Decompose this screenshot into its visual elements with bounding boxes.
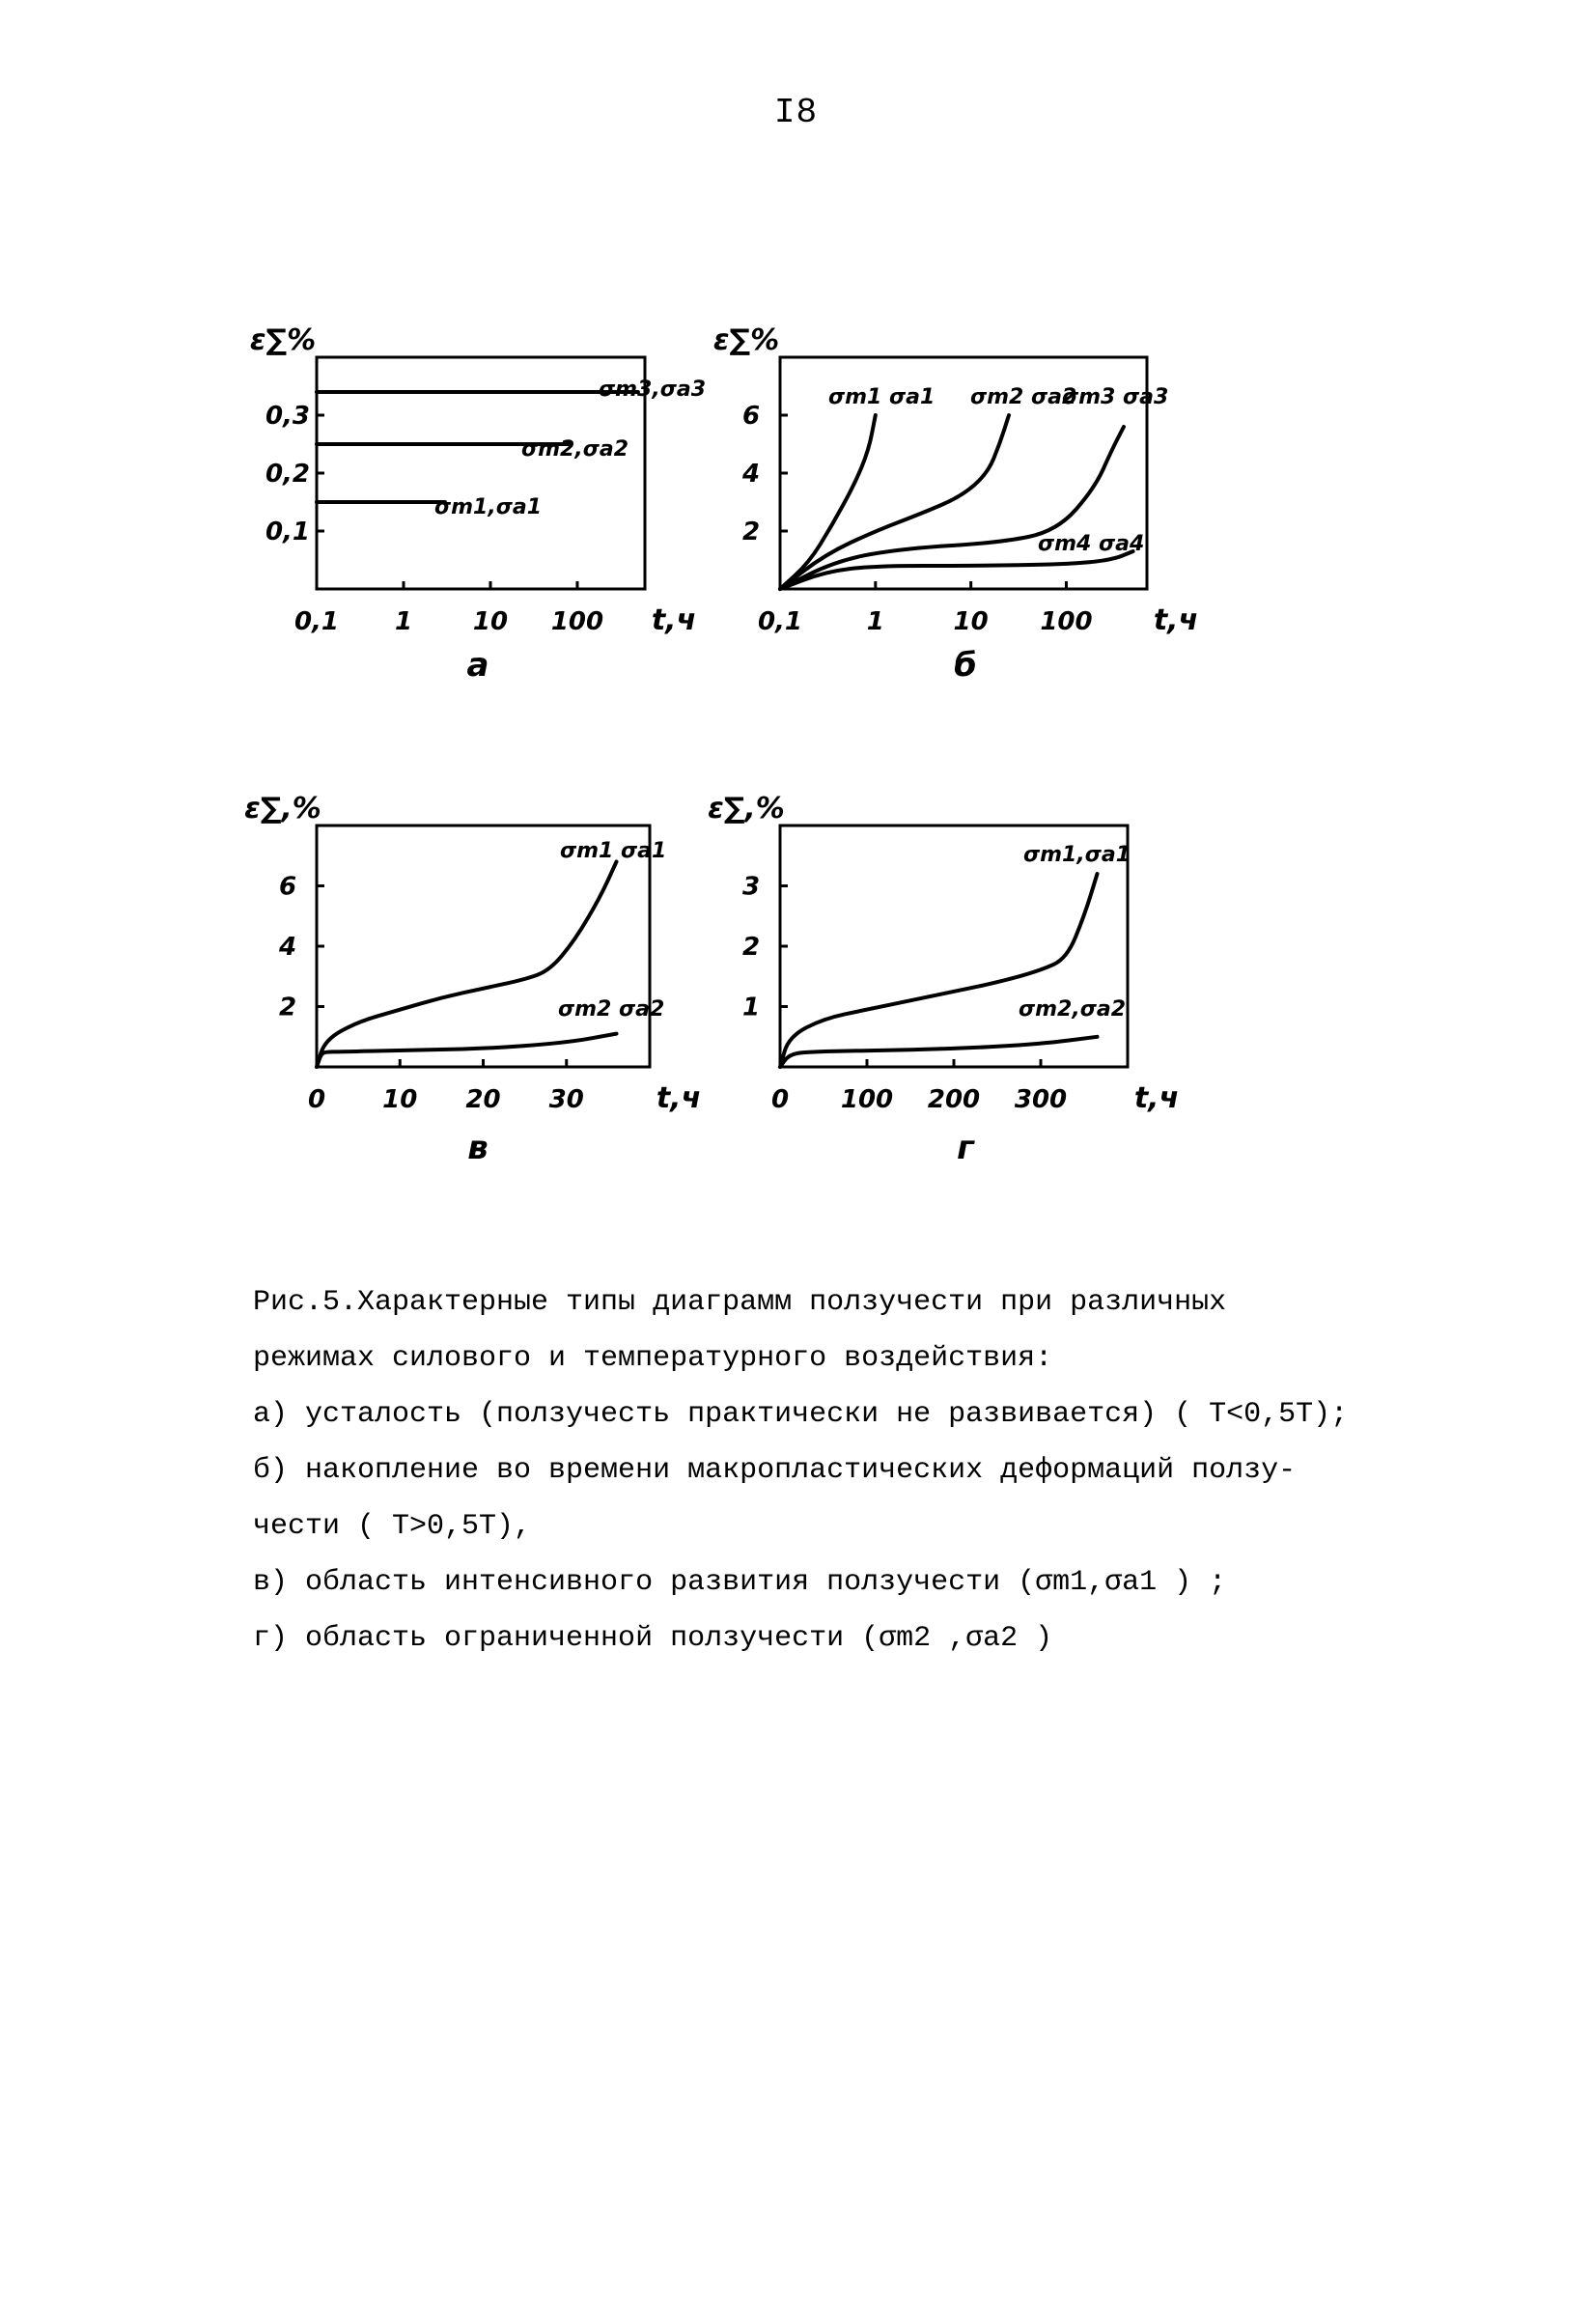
panel-label: в bbox=[467, 1129, 489, 1167]
caption-line: г) область ограниченной ползучести (σm2 ,σa2 ) bbox=[253, 1622, 1053, 1655]
caption-line: чести ( T>0,5T), bbox=[253, 1510, 532, 1543]
y-axis-label: ε∑,% bbox=[244, 792, 321, 826]
x-tick-label: 200 bbox=[927, 1085, 981, 1114]
series-line bbox=[780, 415, 1009, 589]
y-tick-label: 3 bbox=[741, 872, 761, 902]
series-line bbox=[780, 551, 1133, 589]
x-tick-label: 20 bbox=[465, 1085, 501, 1114]
caption-line: б) накопление во времени макропластических деформаций ползу- bbox=[253, 1454, 1297, 1487]
curve-label: σm2,σa2 bbox=[1019, 997, 1127, 1022]
curve-label: σm1,σa1 bbox=[1023, 843, 1131, 867]
x-tick-label: 30 bbox=[548, 1085, 584, 1114]
x-tick-label: 100 bbox=[1040, 607, 1093, 636]
y-axis-label: ε∑,% bbox=[708, 792, 785, 826]
caption-line: Рис.5.Характерные типы диаграмм ползучести при различных bbox=[253, 1286, 1227, 1319]
caption-line: а) усталость (ползучесть практически не развивается) ( T<0,5T); bbox=[253, 1398, 1349, 1431]
x-tick-label: 100 bbox=[840, 1085, 894, 1114]
caption-line: в) область интенсивного развития ползучести (σm1,σa1 ) ; bbox=[253, 1566, 1227, 1599]
y-tick-label: 0,3 bbox=[265, 402, 311, 431]
y-tick-label: 2 bbox=[278, 993, 297, 1022]
panel-g bbox=[708, 792, 1179, 1167]
x-axis-label: t,ч bbox=[656, 1081, 702, 1115]
y-tick-label: 0,1 bbox=[265, 518, 311, 546]
x-tick-label: 1 bbox=[394, 607, 413, 636]
x-tick-label: 0,1 bbox=[293, 607, 340, 636]
y-tick-label: 6 bbox=[741, 402, 761, 431]
x-tick-label: 100 bbox=[550, 607, 604, 636]
curve-label: σm2 σa2 bbox=[970, 385, 1077, 409]
panel-label: г bbox=[957, 1129, 974, 1167]
panel-label: б bbox=[954, 646, 977, 685]
y-tick-label: 0,2 bbox=[265, 460, 311, 489]
panel-b bbox=[713, 323, 1198, 685]
x-tick-label: 0,1 bbox=[757, 607, 803, 636]
panel-v bbox=[244, 792, 701, 1167]
x-tick-label: 1 bbox=[866, 607, 884, 636]
series-line bbox=[780, 874, 1098, 1067]
x-tick-label: 0 bbox=[770, 1085, 790, 1114]
page-number: I8 bbox=[773, 93, 819, 132]
y-tick-label: 4 bbox=[278, 933, 297, 962]
x-tick-label: 300 bbox=[1014, 1085, 1068, 1114]
caption-line: режимах силового и температурного воздействия: bbox=[253, 1342, 1053, 1375]
x-tick-label: 10 bbox=[382, 1085, 418, 1114]
y-tick-label: 2 bbox=[741, 933, 761, 962]
curve-label: σm1,σa1 bbox=[434, 495, 543, 519]
x-tick-label: 0 bbox=[307, 1085, 326, 1114]
y-axis-label: ε∑% bbox=[249, 323, 317, 357]
panel-label: а bbox=[466, 646, 489, 685]
curve-label: σm1 σa1 bbox=[560, 839, 667, 863]
y-tick-label: 2 bbox=[741, 518, 761, 546]
figure-caption bbox=[253, 1274, 1508, 1666]
curve-label: σm1 σa1 bbox=[828, 385, 936, 409]
series-line bbox=[780, 415, 876, 589]
curve-label: σm3,σa3 bbox=[599, 378, 707, 402]
x-tick-label: 10 bbox=[953, 607, 989, 636]
x-axis-label: t,ч bbox=[1133, 1081, 1180, 1115]
panel-a bbox=[250, 323, 706, 685]
curve-label: σm2 σa2 bbox=[558, 997, 665, 1022]
curve-label: σm2,σa2 bbox=[521, 437, 629, 462]
series-line bbox=[317, 1034, 617, 1067]
series-line bbox=[780, 1037, 1098, 1067]
y-tick-label: 6 bbox=[278, 872, 297, 902]
series-line bbox=[317, 862, 617, 1068]
x-tick-label: 10 bbox=[472, 607, 509, 636]
x-axis-label: t,ч bbox=[651, 603, 697, 637]
curve-label: σm3 σa3 bbox=[1062, 385, 1169, 409]
y-tick-label: 1 bbox=[741, 993, 761, 1022]
y-tick-label: 4 bbox=[741, 460, 761, 489]
x-axis-label: t,ч bbox=[1153, 603, 1199, 637]
curve-label: σm4 σa4 bbox=[1038, 532, 1145, 556]
y-axis-label: ε∑% bbox=[712, 323, 780, 357]
